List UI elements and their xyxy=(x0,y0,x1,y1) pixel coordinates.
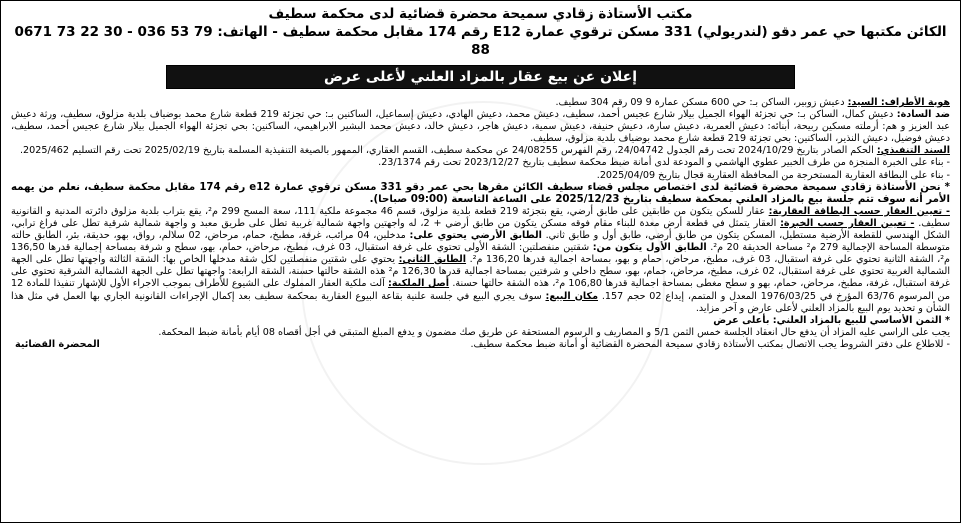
executive-title xyxy=(11,145,950,157)
notice-title-banner: إعلان عن بيع عقار بالمزاد العلني لأعلى عرض xyxy=(166,65,795,89)
expertise-designation-text: العقار يتمثل في قطعة أرض معدة للبناء مقام فوقه مسكن يتكون من طابق أرضي + 2، له واجهتين واجهة شمالية غربية تطل على طريق معبد و واجهة شمالية شرقية تطل على فراغ ترابي، الشكل الهندسي للقطعة الأرضية مستطيل، المسكن يتكون من طابق أرضي، طابق أول و طابق ثاني. xyxy=(11,217,950,242)
first-floor-text: شقتين منفصلتين: الشقة الأولى تحتوي على غرفة استقبال، 03 غرف، مطبخ، مرحاض، حمام، بهو، سطح و شرفة بمساحة إجمالية قدرها 136,50 م²، الشقة الثانية تحتوي على غرفة استقبال، 03 غرف، مطبخ، مرحاض، حمام و بهو، بمساحة اجمالية قدرها 136,20 م². xyxy=(11,242,950,266)
ground-floor-text: مدخلين، 04 مرائب، غرفة، مطبخ، حمام، مرحاض، 02 سلالم، رواق، بهو، حديقة، بئر، الطابق حالته متوسطة المساحة الإجمالية 279 م² مساحة الحديقة 20 م². xyxy=(11,230,950,254)
first-floor-label: الطابق الأول يتكون من: xyxy=(592,242,707,254)
address-text: الكائن مكتبها حي عمر دقو (لندريولي) 331 مسكن ترقوي عمارة E12 رقم 174 مقابل محكمة سطيف - الهاتف: xyxy=(217,24,947,40)
expertise-reference: - بناء على الخبرة المنجزة من طرف الخبير عطوي الهاشمي و المودعة لدى أمانة ضبط محكمة سطيف بتاريخ 2023/12/27 تحت رقم 23/1374. xyxy=(378,157,950,169)
ground-floor-label: الطابق الأرضي يحتوي على: xyxy=(409,230,542,242)
executive-title-label: السند التنفيذي: xyxy=(876,145,950,157)
footer-row xyxy=(11,339,950,351)
conditions-contact: - للاطلاع على دفتر الشروط يجب الاتصال بمكتب الأستاذة زقادي سميحة المحضرة القضائية أو أمانة ضبط محكمة سطيف. xyxy=(470,338,950,350)
plaintiff-text: دعيش زوبير، الساكن بـ: حي 600 مسكن عمارة 9 09 رقم 304 سطيف. xyxy=(555,97,848,108)
office-address xyxy=(11,23,950,59)
defendants-text: دعيش كمال، الساكن بـ: حي تجزئة الهواء الجميل بيلار شارع عجيس أحمد، سطيف، دعيش محمد، دعيش الهادي، دعيش إسماعيل، الساكنين بـ: حي تجزئة 219 قطعة شارع محمد بوضياف بلدية مزلوق، سطيف، ورثة دعيش عبد العزيز و هم: أرملته مسكين ربيحة، أبنائه: دعيش العمرية، دعيش سارة، دعيش حنيفة، دعيش سمية، دعيش هاجر، دعيش خالد، دعيش محمد البشير الابراهيمي، الساكنين: بحي تجزئة الهواء الجميل بيلار شارع عجيس أحمد، سطيف، دعيش فوضيل، دعيش النذير، الساكنين: بحي تجزئة 219 قطعة شارع محمد بوضياف بلدية مزلوق، سطيف. xyxy=(11,109,950,145)
defendants-label: ضد السادة: xyxy=(896,109,950,121)
office-name: مكتب الأستاذة زقادي سميحة محضرة قضائية لدى محكمة سطيف xyxy=(268,6,693,22)
parties-label: هوية الأطراف: السيد: xyxy=(847,97,950,108)
phone-numbers: 0671 73 22 30 - 036 53 79 88 xyxy=(14,24,490,58)
bailiff-signature: المحضرة القضائية xyxy=(15,338,100,350)
land-card-designation-label: - تعيين العقار حسب البطاقة العقارية: xyxy=(768,205,950,217)
second-floor-label: الطابق الثاني: xyxy=(398,254,467,266)
ownership-origin-text: آلت ملكية العقار المملوك على الشيوع للأطراف بموجب الاجراء الأول للإشهار تنفيذا للمادة 12 من المرسوم 63/76 المؤرخ في 1976/03/25 المعدل و المتمم، إيداع 02 حجم 157. xyxy=(11,278,950,302)
base-price: * الثمن الأساسي للبيع بالمزاد العلني: بأعلى عرض xyxy=(713,314,950,326)
ownership-origin-label: أصل الملكية: xyxy=(388,278,450,290)
executive-title-text: الحكم الصادر بتاريخ 2024/10/29 تحت رقم الجدول 24/04742، رقم الفهرس 24/08255 عن محكمة سطيف، القسم العقاري، الممهور بالصيغة التنفيذية المسلمة بتاريخ 2025/02/19 تحت رقم التسليم 2025/462. xyxy=(19,145,877,157)
property-description xyxy=(11,206,950,315)
expertise-designation-label: - تعيين العقار حسب الخبرة: xyxy=(780,217,915,229)
sale-place-text: سوف يجري البيع في جلسة علنية بقاعة البيوع العقارية بمحكمة سطيف بعد إكمال الإجراءات القانونية الجاري بها العمل في مثل هذا الشأن و تحديد يوم البيع بالمزاد العلني لأعلى عارض و آخر مزايد. xyxy=(11,290,950,314)
payment-terms: يجب على الراسي عليه المزاد أن يدفع حال انعقاد الجلسة خمس الثمن 5/1 و المصاريف و الرسوم المستحقة عن طريق صك مضمون و يدفع المبلغ المتبقي في أجل أقصاه 08 أيام بأمانة ضبط المحكمة. xyxy=(158,326,950,338)
land-card-reference: - بناء على البطاقة العقارية المستخرجة من المحافظة العقارية قجال بتاريخ 2025/04/09. xyxy=(596,169,950,181)
notice-body xyxy=(11,97,950,351)
parties-defendants xyxy=(11,109,950,145)
sale-place-label: مكان البيع: xyxy=(545,290,599,302)
parties-plaintiff xyxy=(11,97,950,109)
land-card-designation-text: عقار للسكن يتكون من طابقين على طابق أرضي، يقع بتجزئة 219 قطعة بلدية مزلوق، قسم 46 مجموعة ملكية 111، سعة المسح 299 م²، يقع بتراب بلدية مزلوق دائرته المدنية و القانونية سطيف. xyxy=(11,205,950,229)
auction-announcement: * نحن الأستاذة زقادي سميحة محضرة قضائية لدى اختصاص مجلس قضاء سطيف الكائن مقرها بحي عمر دقو 331 مسكن ترقوي عمارة e12 رقم 174 مقابل محكمة سطيف، نعلم من يهمه الأمر أنه سوف تتم جلسة بيع بالمزاد العلني بمحكمة سطيف بتاريخ 2025/12/23 على الساعة التاسعة (09:00 صباحا). xyxy=(11,181,950,205)
second-floor-text: يحتوي على شقتين منفصلتين لكل شقة مدخلها الخاص بها: الشقة الثالثة واجهتها تطل على الجهة الشمالية الغربية تحتوي على غرفة استقبال، 02 غرف، مطبخ، مرحاض، حمام، بهو، سطح داخلي و شرفتين بمساحة اجمالية قدرها 126,30 م² هذه الشقة حالتها حسنة، الشقة الرابعة: واجهتها تطل على الجهة الشمالية الشرقية تحتوي على غرفة استقبال، غرفة، مطبخ، مرحاض، حمام، بهو و سطح مغطى بمساحة اجمالية قدرها 106,80 م²، هذه الشقة حالتها حسنة. xyxy=(11,254,951,290)
